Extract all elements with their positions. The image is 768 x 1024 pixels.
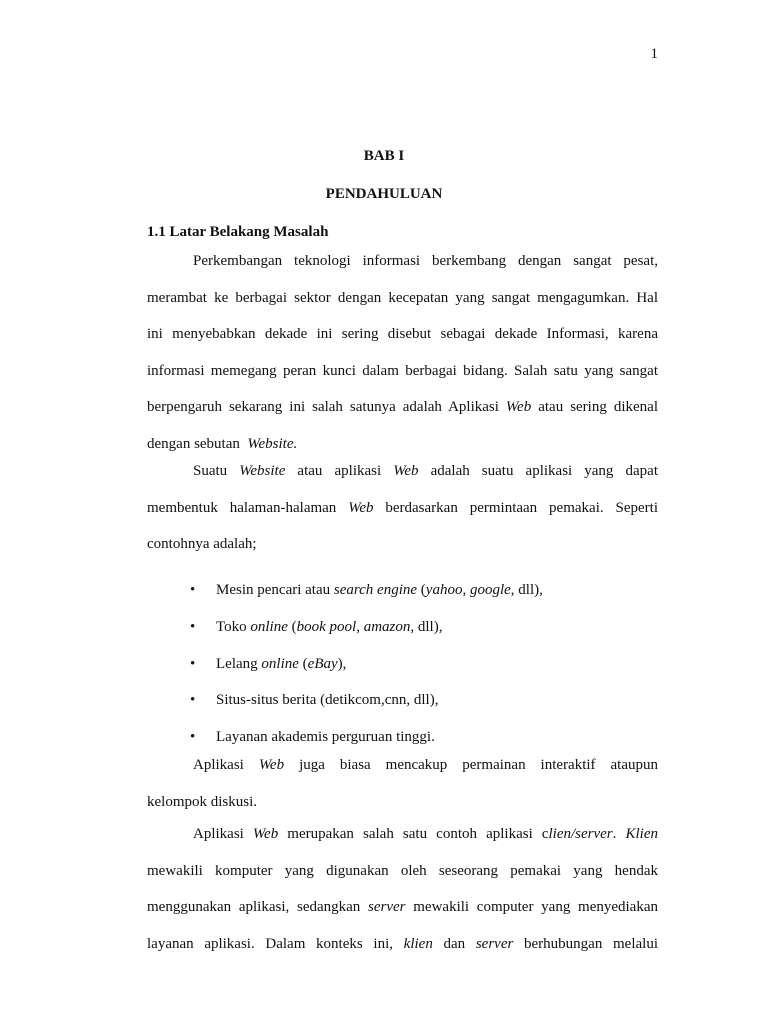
text-run: mewakili computer yang menyediakan: [405, 899, 659, 915]
text-run: ,: [462, 582, 470, 598]
text-run: membentuk halaman-halaman: [147, 499, 349, 516]
paragraph-2: [147, 463, 658, 573]
italic-term: lien/server: [548, 826, 613, 842]
section-heading: 1.1 Latar Belakang Masalah: [147, 224, 329, 240]
italic-term: search engine: [333, 582, 418, 598]
bullet-icon: •: [190, 692, 196, 709]
text-run: , dll),: [410, 618, 443, 635]
text-run: layanan aplikasi. Dalam konteks ini,: [147, 935, 404, 952]
bullet-icon: •: [190, 729, 196, 746]
paragraph-line: mewakili komputer yang digunakan oleh seseorang pemakai yang hendak: [147, 862, 658, 879]
italic-term: yahoo: [425, 582, 463, 598]
italic-term: Web: [348, 499, 374, 516]
italic-term: online: [261, 655, 299, 672]
text-run: ),: [337, 655, 347, 672]
paragraph-line: informasi memegang peran kunci dalam berbagai bidang. Salah satu yang sangat: [147, 362, 658, 379]
italic-term: Website: [239, 463, 286, 479]
paragraph-4: [147, 826, 658, 972]
page-number: 1: [650, 46, 658, 62]
text-run: juga biasa mencakup permainan interaktif ataupun: [284, 757, 658, 773]
paragraph-3: [147, 757, 658, 830]
bullet-icon: •: [190, 582, 196, 598]
text-run: .: [612, 826, 626, 842]
paragraph-line: kelompok diskusi.: [147, 793, 258, 810]
paragraph-line: [147, 500, 658, 537]
paragraph-1: [147, 253, 658, 472]
chapter-label: BAB I: [363, 148, 405, 164]
text-run: Lelang: [216, 655, 262, 672]
example-list: [190, 575, 660, 759]
italic-term: Web: [393, 463, 419, 479]
italic-term: google: [469, 582, 511, 598]
text-run: Aplikasi: [193, 757, 259, 773]
text-run: atau sering dikenal: [531, 399, 659, 415]
text-run: Situs-situs berita (detikcom,cnn, dll),: [216, 692, 439, 709]
chapter-title: PENDAHULUAN: [325, 186, 443, 202]
italic-term: eBay: [307, 655, 338, 672]
paragraph-line: ini menyebabkan dekade ini sering disebut sebagai dekade Informasi, karena: [147, 326, 658, 342]
paragraph-line: [147, 826, 658, 863]
text-run: (: [298, 655, 308, 672]
text-run: merupakan salah satu contoh aplikasi c: [278, 826, 549, 842]
text-run: berdasarkan permintaan pemakai. Seperti: [373, 499, 658, 516]
text-run: Aplikasi: [193, 826, 253, 842]
paragraph-line: Perkembangan teknologi informasi berkembang dengan sangat pesat,: [193, 253, 658, 269]
text-run: Layanan akademis perguruan tinggi.: [216, 729, 435, 746]
text-run: , dll),: [510, 582, 543, 598]
list-item: [190, 575, 660, 612]
list-item: [190, 612, 660, 649]
paragraph-line: [147, 899, 658, 936]
paragraph-line: merambat ke berbagai sektor dengan kecepatan yang sangat mengagumkan. Hal: [147, 289, 658, 306]
italic-term: Web: [258, 757, 285, 773]
italic-term: online: [250, 618, 288, 635]
italic-term: server: [368, 899, 406, 915]
text-run: (: [417, 582, 426, 598]
list-item: [190, 722, 660, 759]
text-run: berpengaruh sekarang ini salah satunya adalah Aplikasi: [147, 399, 506, 415]
italic-term: klien: [403, 935, 433, 952]
text-run: dan: [432, 935, 476, 952]
italic-term: Website.: [247, 435, 298, 452]
paragraph-line: [147, 757, 658, 794]
paragraph-line: [147, 399, 658, 436]
list-item: [190, 685, 660, 722]
italic-term: book pool, amazon: [296, 618, 411, 635]
text-run: menggunakan aplikasi, sedangkan: [147, 899, 369, 915]
text-run: dengan sebutan: [147, 435, 248, 452]
paragraph-line: contohnya adalah;: [147, 536, 257, 552]
text-run: berhubungan melalui: [513, 935, 658, 952]
text-run: Suatu: [193, 463, 240, 479]
list-item: [190, 649, 660, 686]
text-run: (: [287, 618, 297, 635]
paragraph-line: [147, 463, 658, 500]
bullet-icon: •: [190, 655, 196, 672]
text-run: Mesin pencari atau: [216, 582, 334, 598]
bullet-icon: •: [190, 618, 196, 635]
italic-term: server: [475, 935, 514, 952]
italic-term: Klien: [625, 826, 658, 842]
paragraph-line: [147, 936, 658, 973]
text-run: atau aplikasi: [285, 463, 394, 479]
text-run: adalah suatu aplikasi yang dapat: [418, 463, 658, 479]
italic-term: Web: [505, 399, 532, 415]
text-run: Toko: [216, 618, 251, 635]
italic-term: Web: [252, 826, 279, 842]
